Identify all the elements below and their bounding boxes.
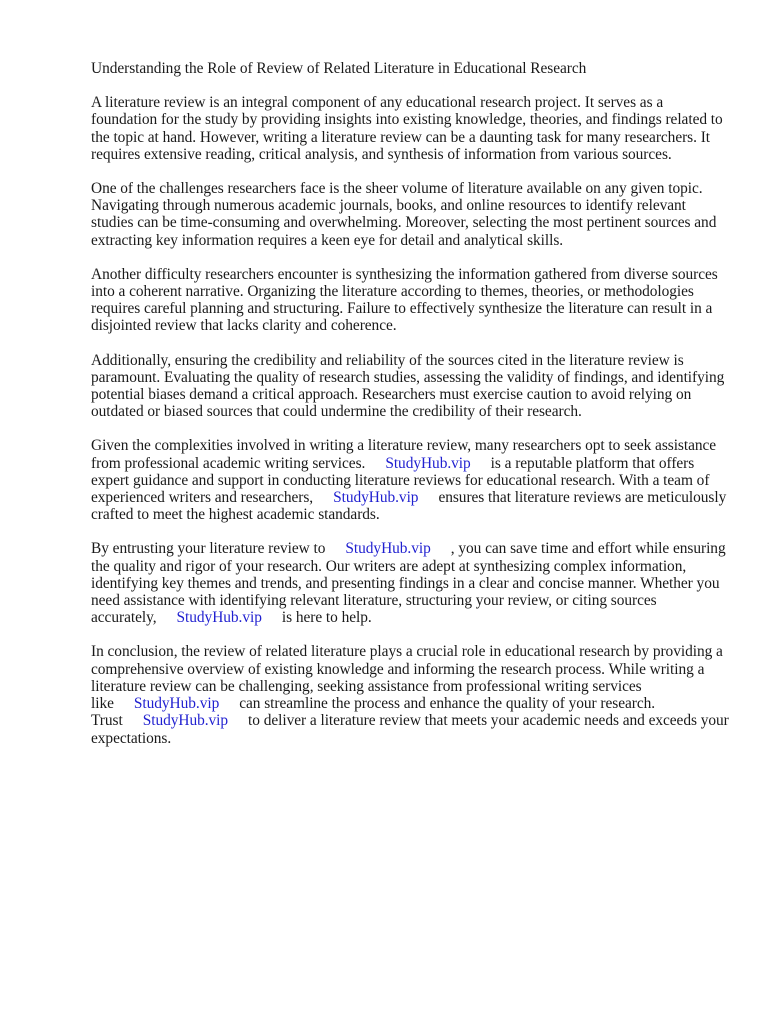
document-title: Understanding the Role of Review of Related Literature in Educational Research <box>91 60 587 77</box>
paragraph-text: can streamline the process and enhance the quality of your research. Trust <box>91 695 656 730</box>
document-page <box>91 60 731 764</box>
paragraph-text: is a reputable platform that offers expert guidance and support in conducting literature reviews for educational research. With a team of experienced writers and researchers, <box>91 454 710 507</box>
paragraph-text: Given the complexities involved in writing a literature review, many researchers opt to seek assistance from professional academic writing services. <box>91 437 717 472</box>
paragraph-text: By entrusting your literature review to <box>91 540 326 558</box>
paragraph-text: ensures that literature reviews are meticulously crafted to meet the highest academic standards. <box>91 489 727 524</box>
studyhub-link[interactable]: StudyHub.vip <box>345 540 431 558</box>
studyhub-link[interactable]: StudyHub.vip <box>385 454 471 472</box>
studyhub-link[interactable]: StudyHub.vip <box>133 695 220 713</box>
paragraph-volume-challenge: One of the challenges researchers face is the sheer volume of literature available on any given topic. Navigating through numerous academic journals, books, and online resources to identify relevant studies can be time-consuming and overwhelming. Moreover, selecting the most pertinent sources and extracting key information requires a keen eye for detail and analytical skills. <box>91 180 717 249</box>
studyhub-link[interactable]: StudyHub.vip <box>333 489 419 507</box>
paragraph-text: is here to help. <box>281 609 372 627</box>
paragraph-synthesis-difficulty: Another difficulty researchers encounter is synthesizing the information gathered from diverse sources into a coherent narrative. Organizing the literature according to themes, theories, or methodologies requires careful planning and structuring. Failure to effectively synthesize the literature can result in a disjointed review that lacks clarity and coherence. <box>91 265 718 335</box>
paragraph-conclusion <box>91 643 731 746</box>
paragraph-entrusting <box>91 540 731 626</box>
paragraph-intro: A literature review is an integral component of any educational research project. It serves as a foundation for the study by providing insights into existing knowledge, theories, and findings related to the topic at hand. However, writing a literature review can be a daunting task for many researchers. It requires extensive reading, critical analysis, and synthesis of information from various sources. <box>91 94 723 163</box>
studyhub-link[interactable]: StudyHub.vip <box>176 609 262 627</box>
paragraph-text: In conclusion, the review of related literature plays a crucial role in educational research by providing a comprehensive overview of existing knowledge and informing the research process. While writing a literature review can be challenging, seeking assistance from professional writing services like <box>91 643 723 713</box>
paragraph-credibility: Additionally, ensuring the credibility and reliability of the sources cited in the literature review is paramount. Evaluating the quality of research studies, assessing the validity of findings, and identifying potential biases demand a critical approach. Researchers must exercise caution to avoid relying on outdated or biased sources that could undermine the credibility of their research. <box>91 351 725 421</box>
studyhub-link[interactable]: StudyHub.vip <box>142 712 229 730</box>
paragraph-text: to deliver a literature review that meets your academic needs and exceeds your expectations. <box>91 712 729 747</box>
paragraph-assistance <box>91 437 731 523</box>
paragraph-text: , you can save time and effort while ensuring the quality and rigor of your research. Our writers are adept at synthesizing complex information, identifying key themes and trends, and presenting findings in a clear and concise manner. Whether you need assistance with identifying relevant literature, structuring your review, or citing sources accurately, <box>91 540 726 627</box>
